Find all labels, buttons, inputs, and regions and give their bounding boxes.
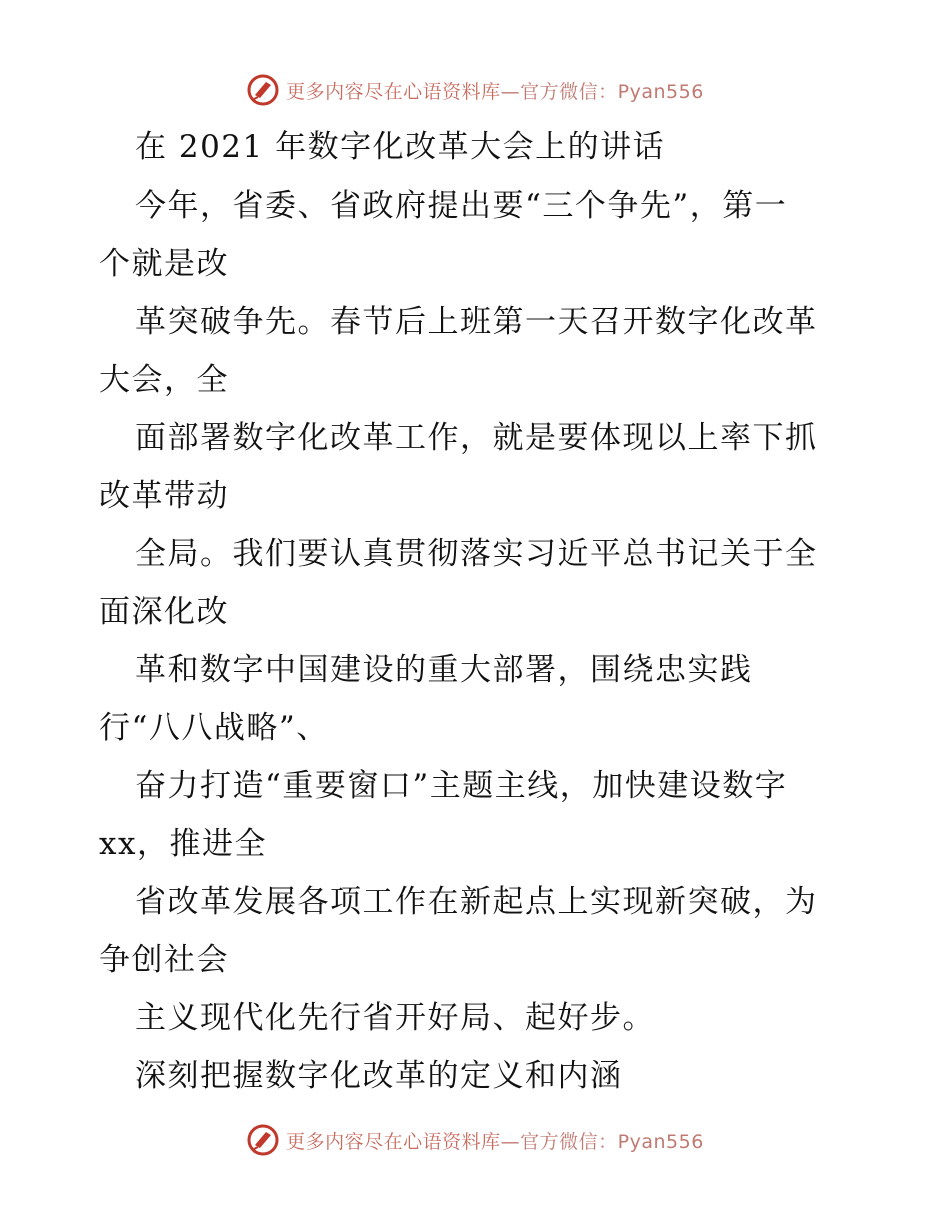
- footer-watermark: [0, 1120, 950, 1160]
- text-line: xx，推进全: [99, 826, 267, 862]
- text-line: 主义现代化先行省开好局、起好步。: [135, 1000, 655, 1036]
- watermark-main: 更多内容尽在心语资料库: [286, 80, 501, 103]
- text-line: 全局。我们要认真贯彻落实习近平总书记关于全: [135, 536, 818, 572]
- text-line: 大会，全: [99, 362, 229, 398]
- text-line: 改革带动: [99, 478, 229, 514]
- text-line: 行“八八战略”、: [99, 710, 329, 746]
- document-title: 在 2021 年数字化改革大会上的讲话: [135, 129, 666, 165]
- text-line: 省改革发展各项工作在新起点上实现新突破，为: [135, 884, 818, 920]
- logo-icon: [246, 73, 280, 107]
- text-line: 奋力打造“重要窗口”主题主线，加快建设数字: [135, 768, 788, 804]
- logo-icon: [246, 1123, 280, 1157]
- watermark-sub: —官方微信：Pyan556: [500, 80, 704, 103]
- text-line: 革和数字中国建设的重大部署，围绕忠实践: [135, 652, 753, 688]
- watermark-text: [286, 77, 704, 104]
- text-line: 面部署数字化改革工作，就是要体现以上率下抓: [135, 420, 818, 456]
- text-line: 革突破争先。春节后上班第一天召开数字化改革: [135, 304, 818, 340]
- header-watermark: [0, 70, 950, 110]
- section-heading: 深刻把握数字化改革的定义和内涵: [135, 1058, 623, 1094]
- text-line: 今年，省委、省政府提出要“三个争先”，第一: [135, 188, 788, 224]
- text-line: 面深化改: [99, 594, 229, 630]
- text-line: 个就是改: [99, 246, 229, 282]
- text-line: 争创社会: [99, 942, 229, 978]
- watermark-main: 更多内容尽在心语资料库: [286, 1130, 501, 1153]
- watermark-sub: —官方微信：Pyan556: [500, 1130, 704, 1153]
- watermark-text: [286, 1127, 704, 1154]
